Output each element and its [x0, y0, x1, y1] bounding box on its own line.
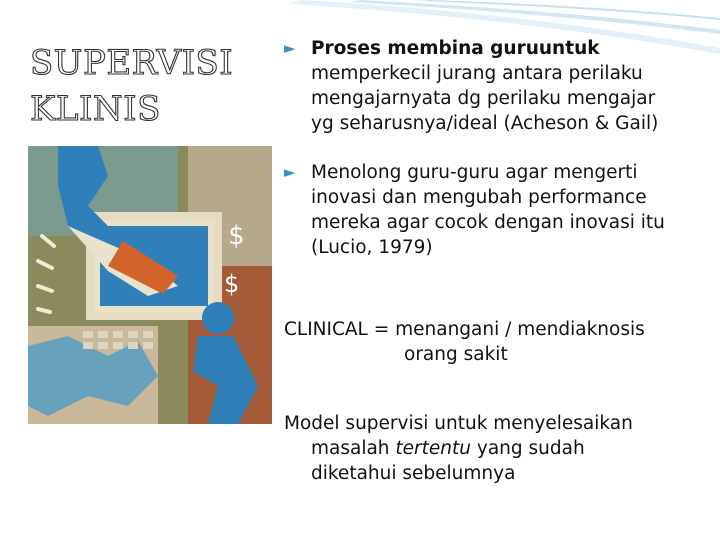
clip-art-illustration [28, 146, 272, 424]
bullet-text: mereka agar cocok dengan inovasi itu [311, 212, 665, 233]
bullet-text: inovasi dan mengubah performance [311, 187, 647, 208]
title-line-2: KLINIS [30, 89, 161, 129]
model-emphasis: tertentu [395, 438, 472, 459]
clinical-definition [284, 317, 645, 367]
svg-text:$: $ [228, 221, 245, 251]
bullet-text: memperkecil jurang antara perilaku [311, 63, 643, 84]
bullet-item [284, 36, 709, 136]
bullet-text: (Lucio, 1979) [311, 237, 433, 258]
bullet-list [284, 36, 709, 284]
bullet-text: yg seharusnya/ideal (Acheson & Gail) [311, 113, 659, 134]
slide-title [30, 40, 233, 132]
bullet-text: Proses membina guruuntuk [311, 38, 600, 59]
model-line: masalah tertentu yang sudah [311, 438, 585, 459]
clinical-line: CLINICAL = menangani / mendiaknosis [284, 319, 645, 340]
bullet-text: Menolong guru-guru agar mengerti [311, 162, 638, 183]
model-line: Model supervisi untuk menyelesaikan [284, 413, 633, 434]
bullet-arrow-icon: ► [284, 163, 296, 181]
title-line-1: SUPERVISI [30, 43, 234, 83]
clinical-line: orang sakit [404, 344, 508, 365]
svg-text:$: $ [224, 270, 240, 298]
bullet-arrow-icon: ► [284, 39, 296, 57]
model-description [284, 411, 633, 486]
bullet-item [284, 160, 709, 260]
bullet-text: mengajarnyata dg perilaku mengajar [311, 88, 656, 109]
model-line: diketahui sebelumnya [311, 463, 516, 484]
